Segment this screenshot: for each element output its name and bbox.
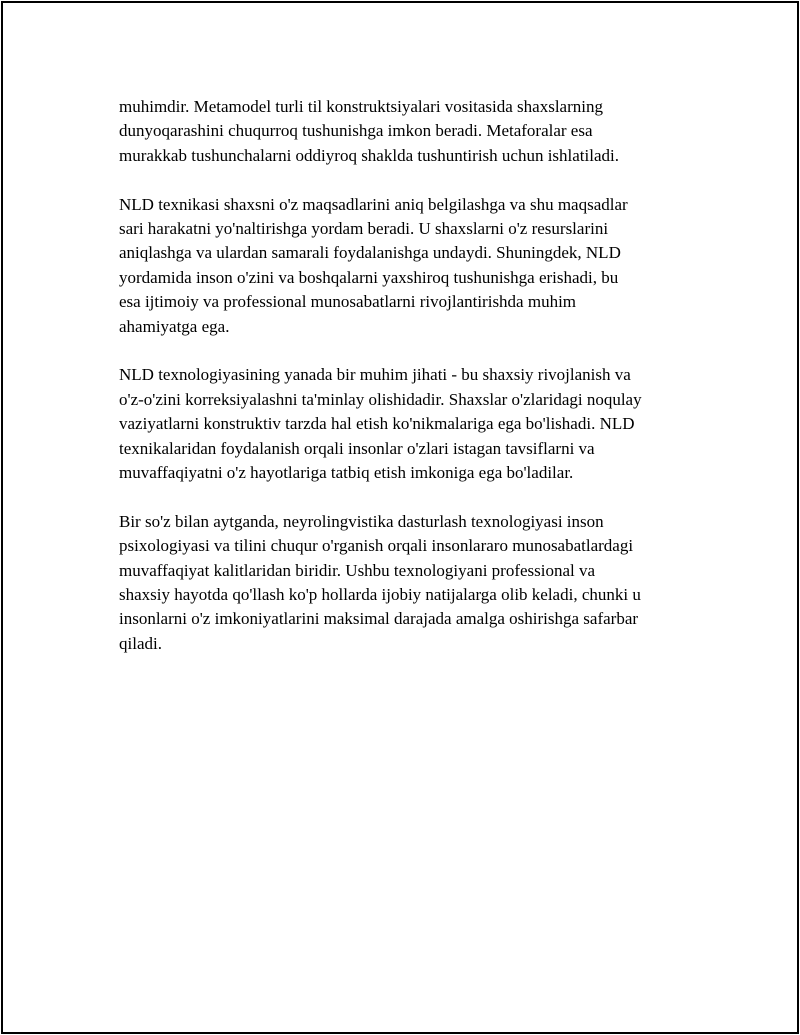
text-line: muhimdir. Metamodel turli til konstruktsiyalari vositasida shaxslarning xyxy=(119,97,603,116)
text-line: dunyoqarashini chuqurroq tushunishga imkon beradi. Metaforalar esa xyxy=(119,121,593,141)
text-line: insonlarni o'z imkoniyatlarini maksimal darajada amalga oshirishga safarbar xyxy=(119,609,639,629)
text-line: ahamiyatga ega. xyxy=(119,316,230,336)
paragraph-1 xyxy=(119,95,699,168)
text-line: NLD texnikasi shaxsni o'z maqsadlarini aniq belgilashga va shu maqsadlar xyxy=(119,194,628,214)
text-line: qiladi. xyxy=(119,633,162,653)
paragraph-4 xyxy=(119,510,699,656)
text-line: Bir so'z bilan aytganda, neyrolingvistika dasturlash texnologiyasi inson xyxy=(119,511,604,531)
document-page xyxy=(1,1,799,1034)
text-line: NLD texnologiyasining yanada bir muhim jihati - bu shaxsiy rivojlanish va xyxy=(119,365,631,385)
text-line: yordamida inson o'zini va boshqalarni yaxshiroq tushunishga erishadi, bu xyxy=(119,267,619,287)
text-line: aniqlashga va ulardan samarali foydalanishga undaydi. Shuningdek, NLD xyxy=(119,243,621,263)
text-line: vaziyatlarni konstruktiv tarzda hal etish ko'nikmalariga ega bo'lishadi. NLD xyxy=(119,414,635,434)
text-line: sari harakatni yo'naltirishga yordam beradi. U shaxslarni o'z resurslarini xyxy=(119,219,609,239)
text-line: muvaffaqiyat kalitlaridan biridir. Ushbu texnologiyani professional va xyxy=(119,560,596,580)
text-line: psixologiyasi va tilini chuqur o'rganish orqali insonlararo munosabatlardagi xyxy=(119,536,634,556)
paragraph-3 xyxy=(119,363,699,485)
text-line: murakkab tushunchalarni oddiyroq shaklda tushuntirish uchun ishlatiladi. xyxy=(119,145,619,165)
text-line: shaxsiy hayotda qo'llash ko'p hollarda ijobiy natijalarga olib keladi, chunki u xyxy=(119,585,641,605)
text-line: o'z-o'zini korreksiyalashni ta'minlay olishidadir. Shaxslar o'zlaridagi noqulay xyxy=(119,389,642,409)
document-body xyxy=(119,95,699,681)
text-line: esa ijtimoiy va professional munosabatlarni rivojlantirishda muhim xyxy=(119,292,577,312)
paragraph-2 xyxy=(119,193,699,339)
text-line: muvaffaqiyatni o'z hayotlariga tatbiq etish imkoniga ega bo'ladilar. xyxy=(119,463,574,483)
text-line: texnikalaridan foydalanish orqali insonlar o'zlari istagan tavsiflarni va xyxy=(119,438,595,458)
